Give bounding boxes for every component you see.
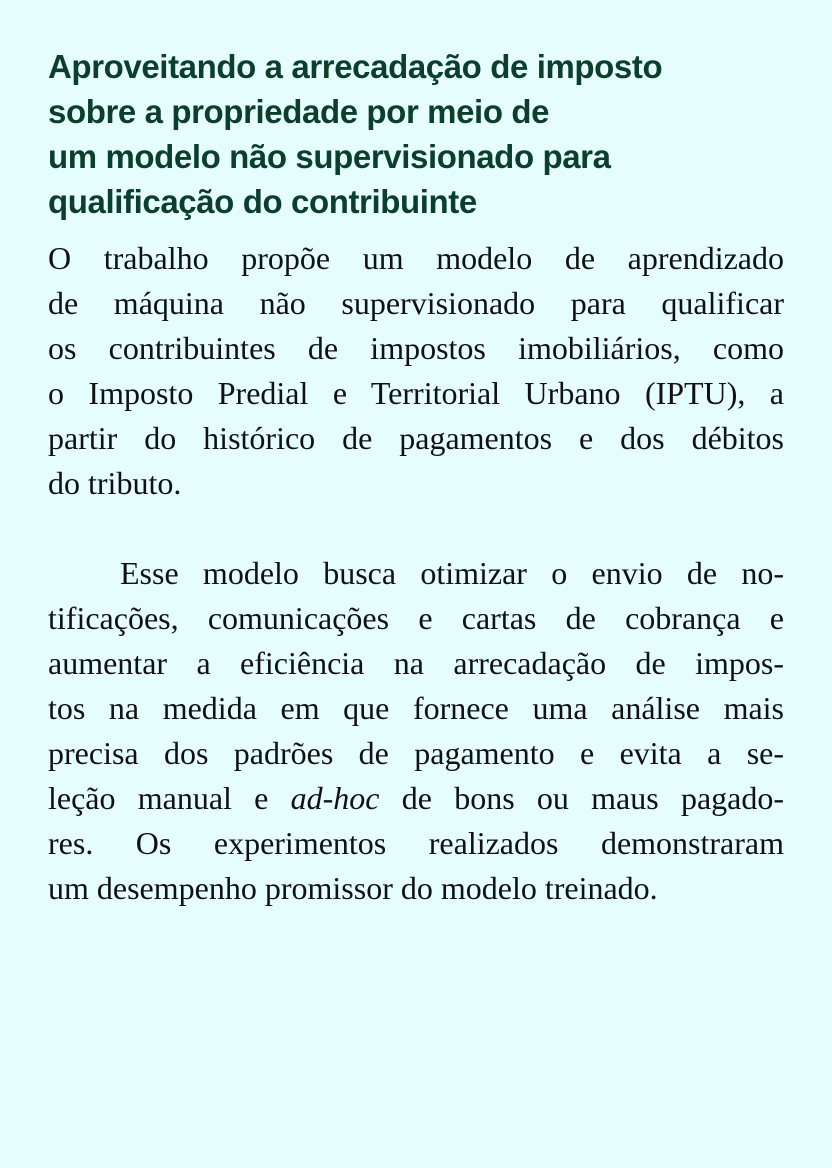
- text-line: res. Os experimentos realizados demonstraram: [48, 825, 784, 861]
- text-line: de máquina não supervisionado para qualificar: [48, 285, 784, 321]
- text-line: O trabalho propõe um modelo de aprendizado: [48, 240, 784, 276]
- text-line: tificações, comunicações e cartas de cobrança e: [48, 600, 784, 636]
- text-line: um desempenho promissor do modelo treinado.: [48, 870, 658, 906]
- text-line: Esse modelo busca otimizar o envio de no-: [120, 555, 784, 591]
- italic-term: ad-hoc: [290, 780, 380, 816]
- title-line: sobre a propriedade por meio de: [48, 93, 550, 130]
- text-segment: leção manual e: [48, 780, 291, 816]
- article-title: [48, 44, 784, 224]
- text-line: [48, 776, 784, 821]
- article-body: [48, 236, 784, 911]
- text-line: tos na medida em que fornece uma análise mais: [48, 690, 784, 726]
- title-line: qualificação do contribuinte: [48, 183, 477, 220]
- text-line: aumentar a eficiência na arrecadação de impos-: [48, 645, 784, 681]
- text-line: do tributo.: [48, 465, 182, 501]
- paragraph-2: [48, 551, 784, 911]
- title-line: um modelo não supervisionado para: [48, 138, 611, 175]
- paragraph-1: [48, 236, 784, 506]
- text-line: os contribuintes de impostos imobiliários, como: [48, 330, 784, 366]
- text-line: precisa dos padrões de pagamento e evita a se-: [48, 735, 784, 771]
- text-line: o Imposto Predial e Territorial Urbano (IPTU), a: [48, 375, 784, 411]
- text-segment: de bons ou maus pagado-: [379, 780, 785, 816]
- title-line: Aproveitando a arrecadação de imposto: [48, 48, 663, 85]
- article: [48, 44, 784, 911]
- text-line: partir do histórico de pagamentos e dos débitos: [48, 420, 784, 456]
